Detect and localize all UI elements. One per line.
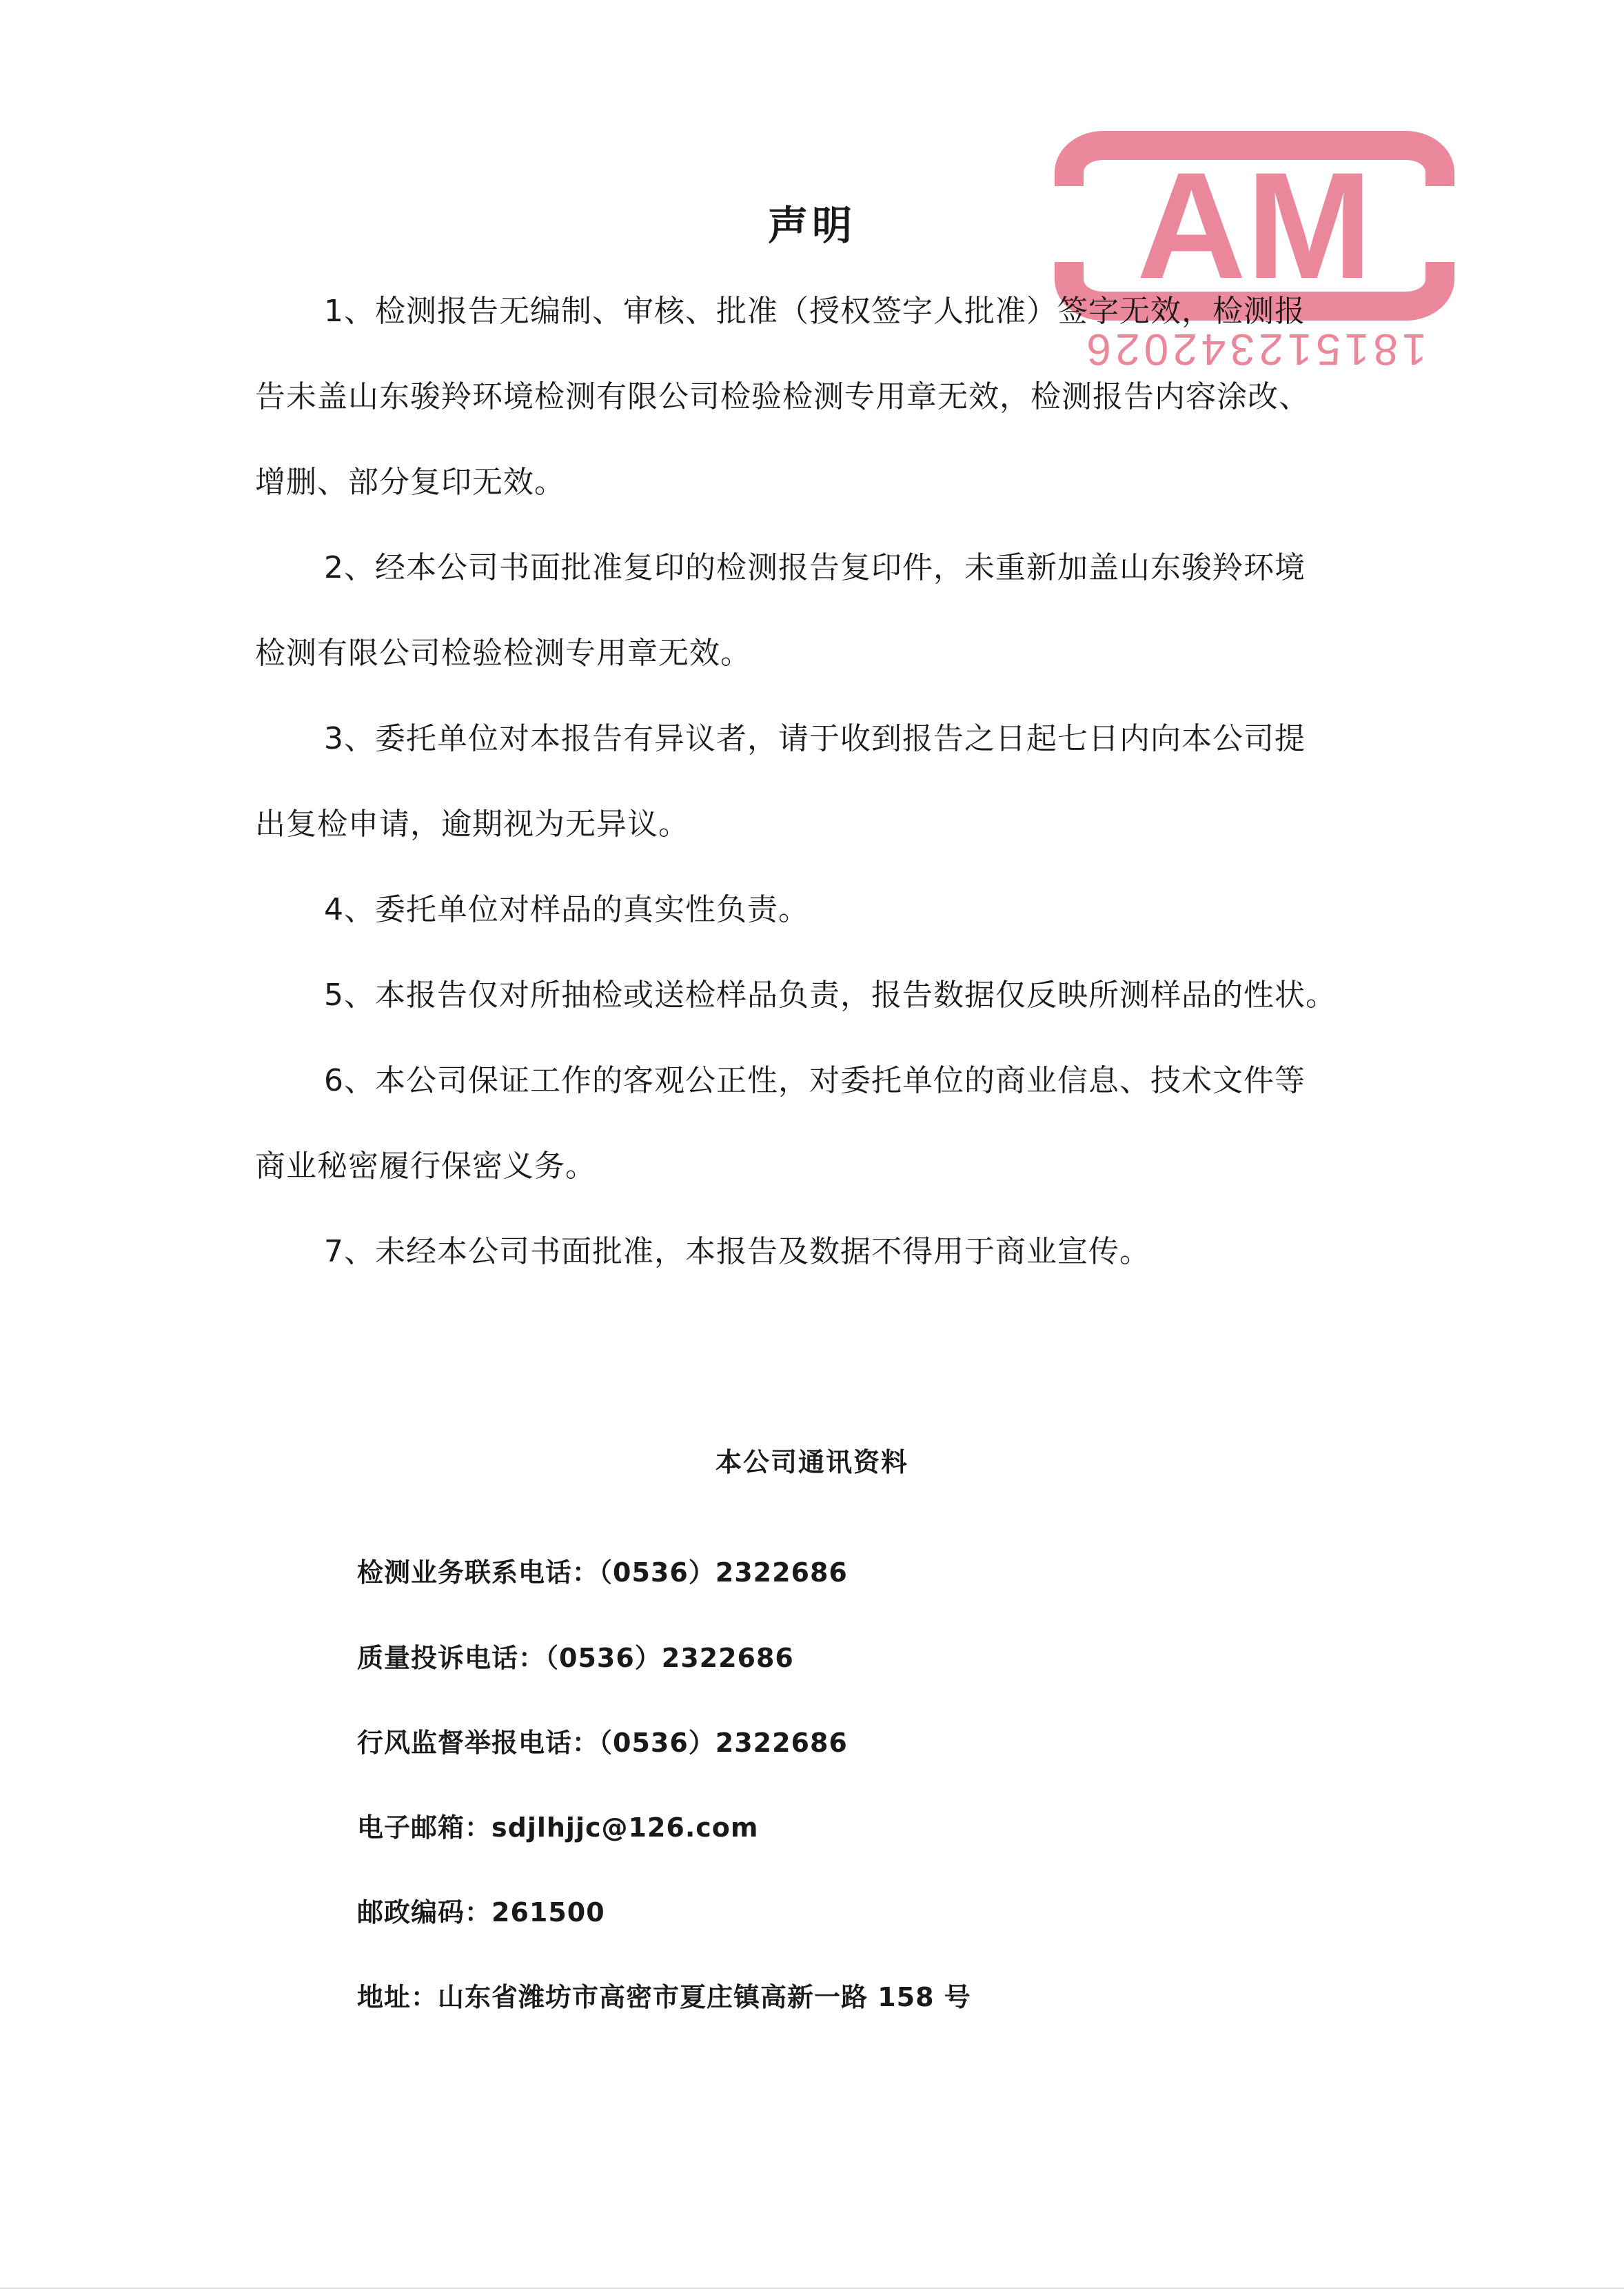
page-title: 声明	[767, 202, 856, 249]
contact-report-phone: 行风监督举报电话：（0536）2322686	[357, 1728, 848, 1758]
statement-6	[255, 1038, 1358, 1209]
statement-6-line-1: 6、本公司保证工作的客观公正性，对委托单位的商业信息、技术文件等	[324, 1063, 1306, 1098]
stamp-number: 181512342026	[1082, 325, 1427, 374]
statement-3-line-1: 3、委托单位对本报告有异议者，请于收到报告之日起七日内向本公司提	[324, 721, 1306, 756]
statement-1-line-3: 增删、部分复印无效。	[255, 465, 565, 500]
statement-2-line-2: 检测有限公司检验检测专用章无效。	[255, 636, 751, 671]
contact-business-phone: 检测业务联系电话：（0536）2322686	[357, 1557, 848, 1588]
statement-5	[255, 953, 1358, 1038]
statement-3	[255, 696, 1358, 867]
stamp-letters: AM	[1136, 141, 1373, 310]
statement-4	[255, 867, 1358, 953]
statement-1	[255, 269, 1358, 525]
statement-1-line-2: 告未盖山东骏羚环境检测有限公司检验检测专用章无效，检测报告内容涂改、	[255, 379, 1310, 414]
statement-3-line-2: 出复检申请，逾期视为无异议。	[255, 807, 689, 842]
statement-2	[255, 525, 1358, 696]
statement-5-line-1: 5、本报告仅对所抽检或送检样品负责，报告数据仅反映所测样品的性状。	[324, 978, 1337, 1013]
statement-2-line-1: 2、经本公司书面批准复印的检测报告复印件，未重新加盖山东骏羚环境	[324, 550, 1306, 585]
statement-7-line-1: 7、未经本公司书面批准，本报告及数据不得用于商业宣传。	[324, 1234, 1150, 1269]
page-bottom-edge	[0, 2287, 1624, 2289]
contact-postcode: 邮政编码：261500	[357, 1897, 605, 1928]
contact-email: 电子邮箱：sdjlhjjc@126.com	[357, 1812, 759, 1843]
contact-address: 地址：山东省潍坊市高密市夏庄镇高新一路 158 号	[357, 1982, 971, 2012]
contact-title: 本公司通讯资料	[715, 1447, 909, 1477]
statement-4-line-1: 4、委托单位对样品的真实性负责。	[324, 892, 809, 927]
statement-7	[255, 1209, 1358, 1295]
contact-complaint-phone: 质量投诉电话：（0536）2322686	[357, 1643, 794, 1673]
statement-6-line-2: 商业秘密履行保密义务。	[255, 1149, 596, 1184]
statement-1-line-1: 1、检测报告无编制、审核、批准（授权签字人批准）签字无效，检测报	[324, 294, 1306, 329]
